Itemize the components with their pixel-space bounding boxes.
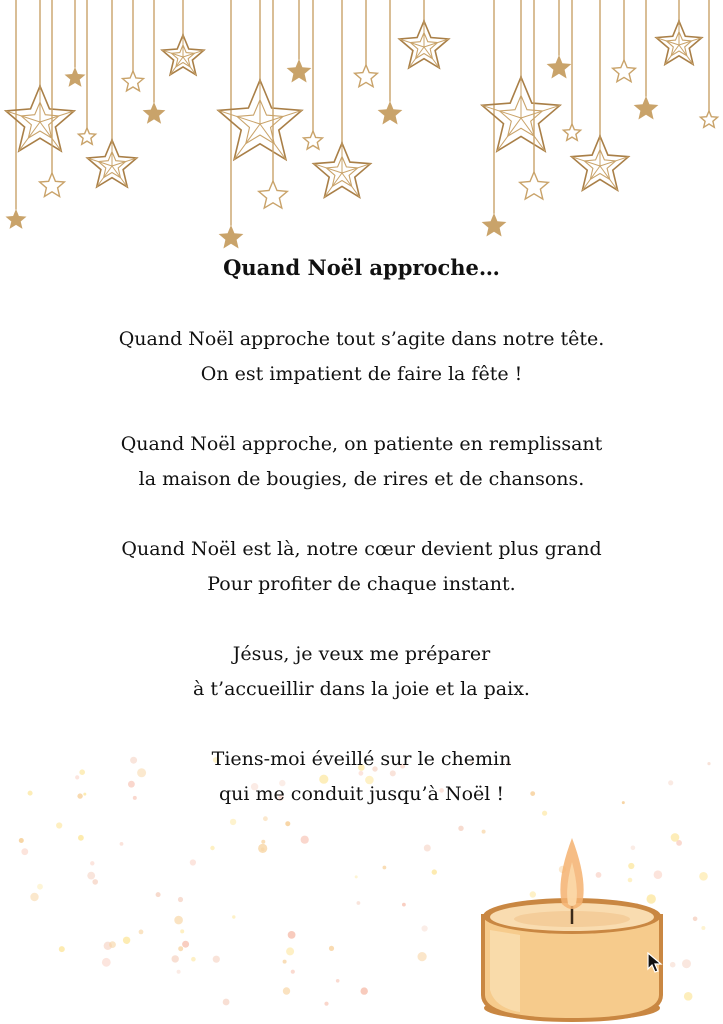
- hanging-star-icon: [259, 0, 288, 208]
- confetti-dot: [422, 925, 428, 931]
- stanza: [0, 322, 723, 392]
- confetti-dot: [178, 946, 183, 951]
- mouse-pointer-icon: [647, 952, 663, 974]
- poem-line: Quand Noël approche, on patiente en remplissant: [120, 433, 603, 455]
- confetti-dot: [530, 891, 536, 897]
- confetti-dot: [383, 866, 387, 870]
- confetti-dot: [213, 956, 220, 963]
- poem-line: On est impatient de faire la fête !: [200, 363, 523, 385]
- poem-line: Tiens-moi éveillé sur le chemin: [211, 748, 512, 770]
- hanging-star-icon: [78, 0, 95, 144]
- confetti-dot: [418, 952, 427, 961]
- confetti-dot: [693, 917, 698, 922]
- hanging-star-icon: [314, 0, 371, 197]
- hanging-star-icon: [656, 0, 702, 64]
- confetti-dot: [654, 870, 663, 879]
- stanza: [0, 532, 723, 602]
- hanging-star-icon: [87, 0, 136, 187]
- confetti-dot: [701, 926, 705, 930]
- hanging-star-icon: [572, 0, 629, 190]
- hanging-star-icon: [520, 0, 549, 199]
- hanging-star-icon: [547, 0, 572, 79]
- confetti-dot: [21, 848, 28, 855]
- confetti-dot: [288, 931, 296, 939]
- confetti-dot: [123, 937, 130, 944]
- hanging-star-icon: [40, 0, 65, 197]
- confetti-dot: [178, 897, 183, 902]
- hanging-star-icon: [563, 0, 580, 140]
- confetti-dot: [190, 859, 196, 865]
- stanza: [0, 427, 723, 497]
- poem-line: à t’accueillir dans la joie et la paix.: [193, 678, 530, 700]
- confetti-dot: [87, 872, 95, 880]
- confetti-dot: [90, 861, 94, 865]
- confetti-dot: [357, 901, 361, 905]
- poem: [0, 252, 723, 847]
- hanging-star-icon: [613, 0, 636, 82]
- confetti-dot: [109, 941, 116, 948]
- hanging-star-icon: [700, 0, 717, 127]
- confetti-dot: [59, 946, 65, 952]
- hanging-star-icon: [634, 0, 659, 120]
- confetti-dot: [628, 878, 633, 883]
- poem-line: Pour profiter de chaque instant.: [207, 573, 516, 595]
- confetti-dot: [682, 959, 691, 968]
- confetti-dot: [156, 892, 161, 897]
- poem-title: Quand Noël approche…: [223, 255, 500, 280]
- confetti-dot: [180, 929, 184, 933]
- confetti-dot: [596, 872, 602, 878]
- confetti-dot: [232, 915, 235, 918]
- poem-line: la maison de bougies, de rires et de chansons.: [138, 468, 585, 490]
- confetti-dot: [355, 875, 358, 878]
- hanging-star-icon: [399, 0, 448, 68]
- hanging-star-icon: [482, 0, 507, 237]
- confetti-dot: [283, 987, 290, 994]
- hanging-star-icon: [219, 0, 244, 249]
- confetti-dot: [182, 941, 189, 948]
- confetti-dot: [177, 970, 181, 974]
- confetti-dot: [699, 872, 708, 881]
- hanging-star-icon: [287, 0, 312, 83]
- confetti-dot: [283, 960, 287, 964]
- confetti-dot: [286, 947, 294, 955]
- confetti-dot: [223, 999, 230, 1006]
- poem-line: Quand Noël approche tout s’agite dans notre tête.: [118, 328, 605, 350]
- confetti-dot: [329, 946, 334, 951]
- confetti-dot: [432, 869, 437, 874]
- poem-line: Jésus, je veux me préparer: [232, 643, 491, 665]
- confetti-dot: [628, 863, 634, 869]
- hanging-star-icon: [355, 0, 378, 87]
- confetti-dot: [139, 930, 144, 935]
- hanging-star-icon: [143, 0, 166, 124]
- confetti-dot: [336, 979, 340, 983]
- confetti-dot: [684, 992, 693, 1001]
- hanging-stars-icon: [6, 0, 718, 249]
- confetti-dot: [291, 970, 295, 974]
- confetti-dot: [402, 903, 406, 907]
- hanging-star-icon: [378, 0, 403, 125]
- confetti-dot: [647, 894, 656, 903]
- confetti-dot: [174, 916, 183, 925]
- confetti-dot: [92, 879, 98, 885]
- stanza: [0, 742, 723, 812]
- hanging-star-icon: [65, 0, 86, 87]
- confetti-dot: [361, 987, 368, 994]
- confetti-dot: [172, 955, 179, 962]
- hanging-star-icon: [123, 0, 144, 91]
- confetti-dot: [37, 884, 43, 890]
- confetti-dot: [191, 957, 196, 962]
- hanging-star-icon: [304, 0, 323, 149]
- confetti-dot: [324, 1002, 328, 1006]
- poem-line: Quand Noël est là, notre cœur devient plus grand: [121, 538, 602, 560]
- confetti-dot: [670, 962, 676, 968]
- confetti-dot: [102, 958, 111, 967]
- poem-line: qui me conduit jusqu’à Noël !: [218, 783, 505, 805]
- confetti-dot: [30, 893, 38, 901]
- stanza: [0, 637, 723, 707]
- hanging-star-icon: [162, 0, 204, 75]
